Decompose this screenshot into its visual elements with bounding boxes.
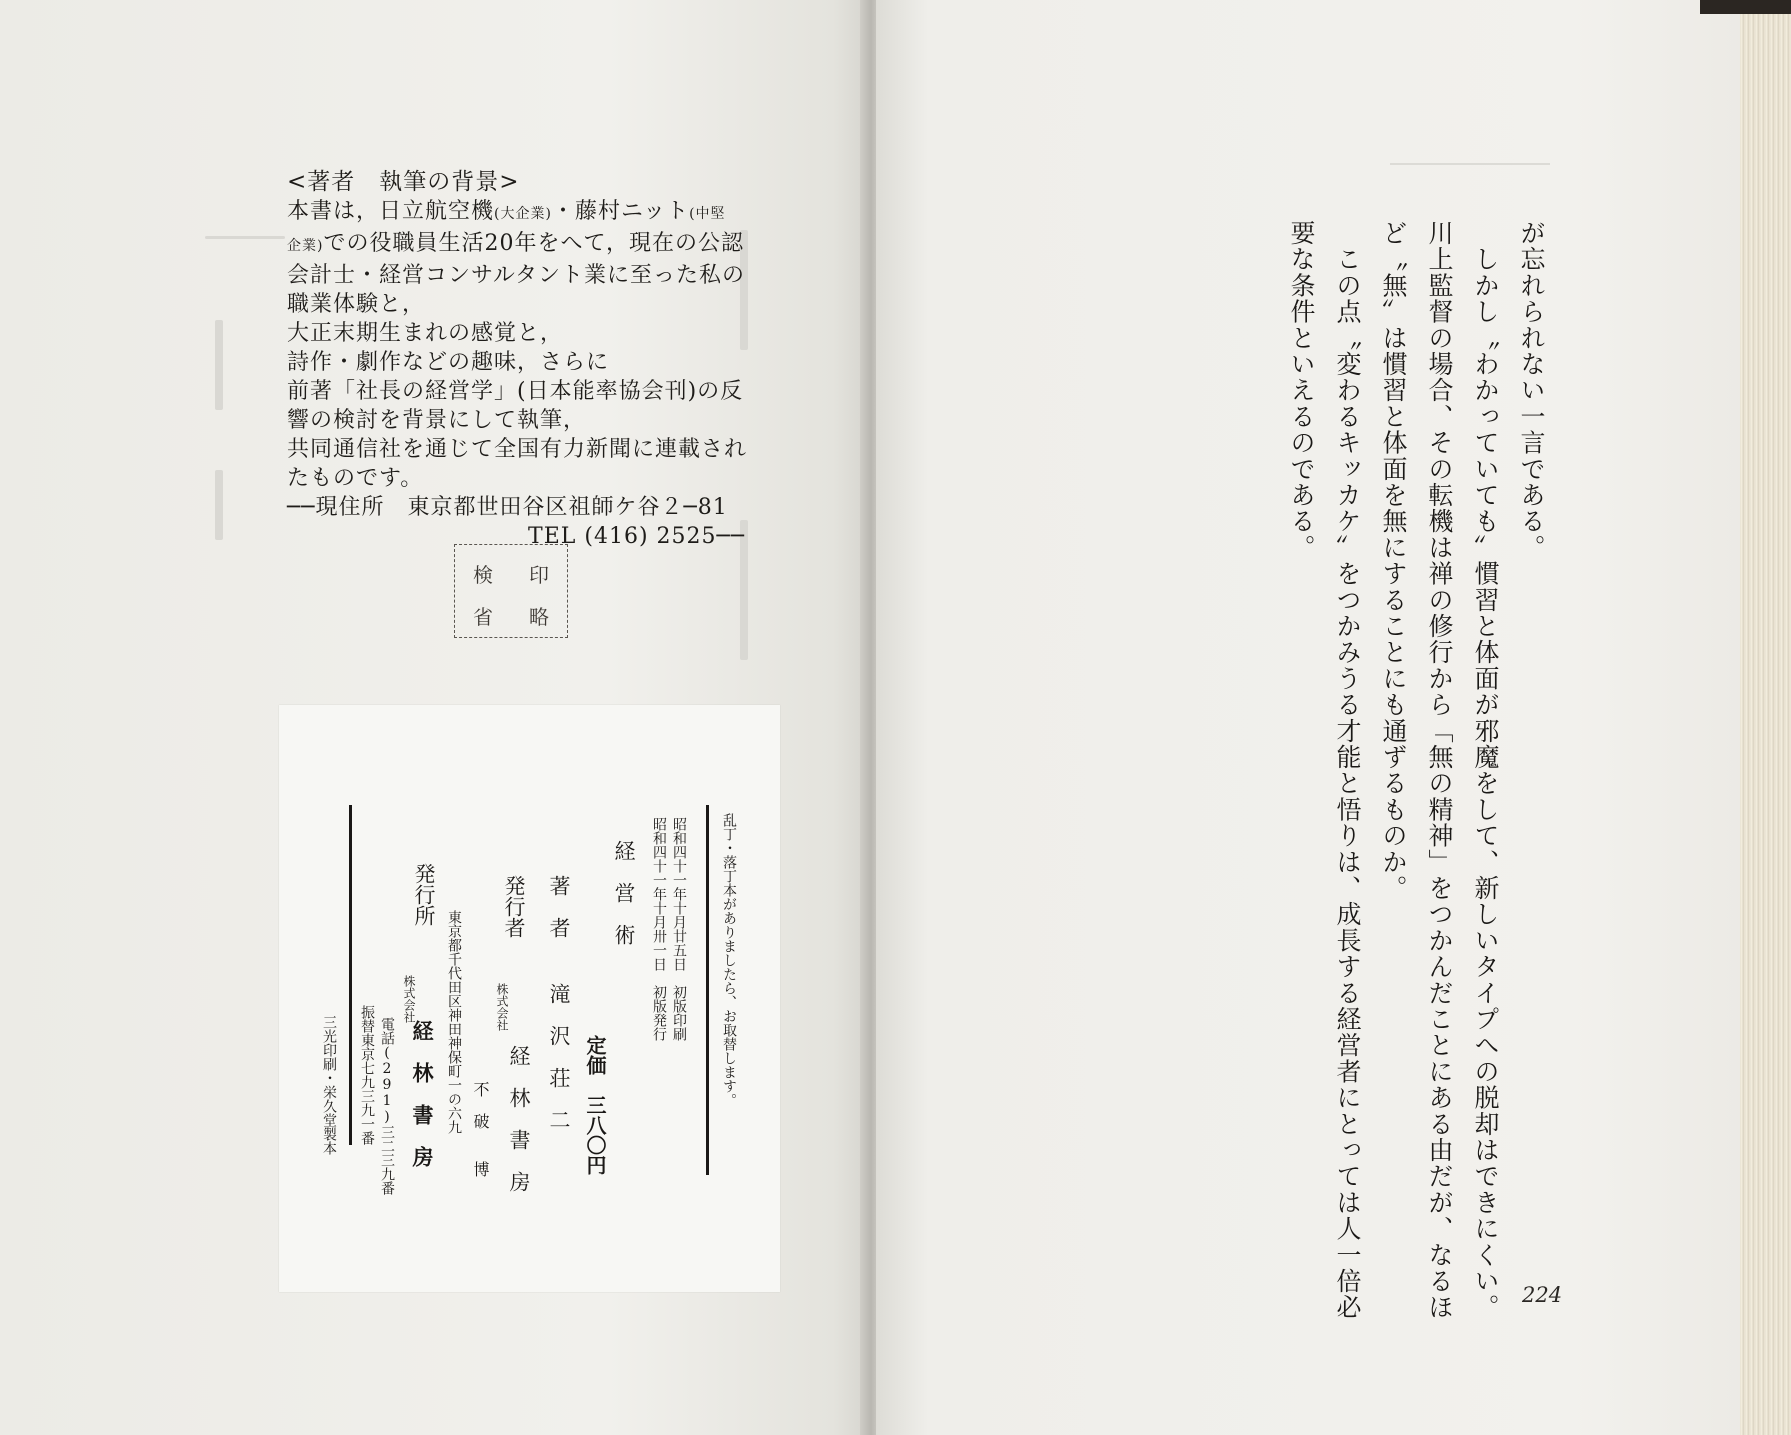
colophon-author-label: 著 者 — [547, 875, 571, 938]
author-note-line: 会計士・経営コンサルタント業に至った私の — [287, 263, 746, 288]
seal-char: 印 — [529, 563, 549, 587]
colophon-slip — [279, 705, 780, 1292]
author-note-line — [287, 229, 747, 261]
colophon-notice: 乱丁・落丁本がありましたら、お取替します。 — [721, 813, 737, 1107]
colophon-publisher-corp: 株式会社 — [495, 983, 509, 1031]
seal-char: 略 — [529, 605, 549, 629]
author-note-line — [287, 197, 747, 229]
seal-char: 省 — [473, 605, 493, 629]
page-block-edge — [1740, 0, 1791, 1435]
author-note-text: での役職員生活20年をへて，現在の公認 — [323, 231, 745, 256]
body-line: 要な条件といえるのである。 — [1287, 220, 1316, 561]
left-page — [0, 0, 868, 1435]
author-background-note — [287, 168, 747, 551]
author-note-line: 共同通信社を通じて全国有力新聞に連載され — [287, 437, 748, 462]
colophon-rule-right — [706, 805, 709, 1175]
seal-row — [455, 601, 567, 630]
body-line: しかし〝わかっていても〟慣習と体面が邪魔をして、新しいタイプへの脱却はできにくい。 — [1471, 220, 1500, 1321]
colophon-phone: 電話(291)三二三九番 — [379, 1017, 395, 1195]
colophon-print-date: 昭和四十一年十月廿五日 初版印刷 — [671, 817, 687, 1041]
author-note-line: 職業体験と， — [287, 292, 426, 317]
author-address: ──現住所 東京都世田谷区祖師ケ谷２─81 — [287, 495, 728, 520]
colophon-publisher-label: 発行者 — [502, 875, 526, 938]
colophon-publisher-name: 経 林 書 房 — [507, 1045, 531, 1192]
author-note-text: ・藤村ニット — [551, 199, 690, 224]
show-through-mark — [1390, 163, 1550, 165]
author-tel: TEL (416) 2525── — [528, 524, 745, 549]
author-note-line: 大正末期生まれの感覚と， — [287, 321, 564, 346]
author-note-title: <著者 執筆の背景> — [287, 169, 520, 195]
colophon-transfer: 振替東京七九三九一番 — [359, 1005, 375, 1145]
author-note-small: (中堅 — [689, 206, 726, 222]
background-corner — [1700, 0, 1791, 14]
seal-char: 検 — [473, 563, 493, 587]
page-number: 224 — [1522, 1283, 1563, 1307]
colophon-office-corp: 株式会社 — [402, 975, 416, 1023]
right-page — [876, 0, 1746, 1435]
author-note-line: 詩作・劇作などの趣味，さらに — [287, 350, 610, 375]
colophon-price: 定価 三八〇円 — [583, 1035, 607, 1175]
show-through-mark — [215, 320, 223, 410]
author-note-small: 企業) — [287, 238, 324, 254]
author-note-line: 響の検討を背景にして執筆， — [287, 408, 587, 433]
show-through-mark — [215, 470, 223, 540]
colophon-office-label: 発行所 — [412, 863, 436, 926]
body-line: ど〝無〟は慣習と体面を無にすることにも通ずるものか。 — [1379, 220, 1408, 902]
author-note-line: たものです。 — [287, 466, 424, 491]
body-line: 川上監督の場合、その転機は禅の修行から「無の精神」をつかんだことにある由だが、なるほ — [1425, 220, 1454, 1321]
author-note-small: (大企業) — [494, 206, 552, 222]
seal-omitted-box — [454, 544, 568, 638]
colophon-address: 東京都千代田区神田神保町一の六九 — [446, 910, 462, 1134]
colophon-rule-left — [349, 805, 352, 1145]
colophon-office-name: 経 林 書 房 — [410, 1020, 435, 1167]
show-through-mark — [205, 236, 285, 239]
author-note-line: 前著「社長の経営学」(日本能率協会刊)の反 — [287, 379, 744, 404]
seal-row — [455, 559, 567, 588]
colophon-author-name: 滝 沢 荘 二 — [547, 983, 571, 1130]
colophon-book-title: 経 営 術 — [612, 840, 636, 945]
body-line: この点〝変わるキッカケ〟をつかみうる才能と悟りは、成長する経営者にとっては人一倍必 — [1333, 220, 1362, 1321]
colophon-issue-date: 昭和四十一年十月卅一日 初版発行 — [651, 817, 667, 1041]
author-note-text: 本書は，日立航空機 — [287, 199, 495, 224]
body-line: が忘れられない一言である。 — [1517, 220, 1546, 561]
colophon-publisher-person: 不 破 博 — [471, 1081, 490, 1177]
colophon-printer: 三光印刷・栄久堂製本 — [321, 1015, 337, 1155]
